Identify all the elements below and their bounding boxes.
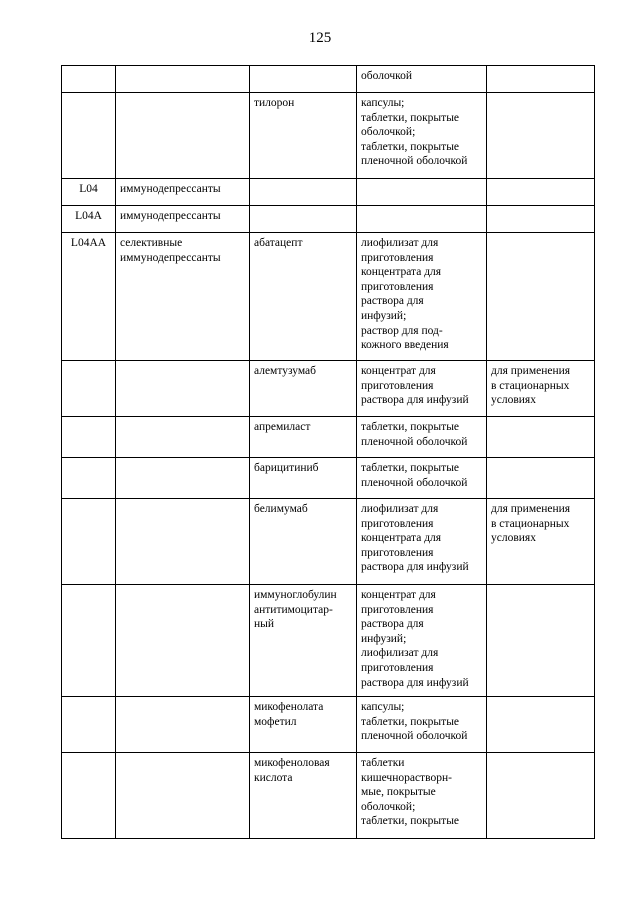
atc-code-cell xyxy=(62,361,116,417)
atc-code-cell xyxy=(62,417,116,458)
drug-name-cell: иммуноглобулин антитимоцитар- ный xyxy=(250,585,357,697)
atc-code-cell xyxy=(62,499,116,585)
group-cell: селективные иммунодепрессанты xyxy=(116,233,250,361)
table-row xyxy=(62,206,595,233)
dosage-form-cell: лиофилизат для приготовления концентрата для приготовления раствора для инфузий xyxy=(357,499,487,585)
atc-code-cell xyxy=(62,697,116,753)
drug-name-cell xyxy=(250,206,357,233)
atc-code-cell: L04AA xyxy=(62,233,116,361)
note-cell xyxy=(487,93,595,179)
drug-name-cell: апремиласт xyxy=(250,417,357,458)
dosage-form-cell xyxy=(357,179,487,206)
group-cell xyxy=(116,361,250,417)
table-row xyxy=(62,179,595,206)
dosage-form-cell: оболочкой xyxy=(357,66,487,93)
drug-name-cell xyxy=(250,179,357,206)
table-row xyxy=(62,66,595,93)
note-cell: для применения в стационарных условиях xyxy=(487,361,595,417)
table-row xyxy=(62,417,595,458)
drug-name-cell xyxy=(250,66,357,93)
atc-code-cell xyxy=(62,585,116,697)
atc-code-cell xyxy=(62,93,116,179)
note-cell xyxy=(487,697,595,753)
note-cell xyxy=(487,206,595,233)
dosage-form-cell: концентрат для приготовления раствора для инфузий; лиофилизат для приготовления раствора для инфузий xyxy=(357,585,487,697)
group-cell: иммунодепрессанты xyxy=(116,179,250,206)
note-cell xyxy=(487,753,595,839)
note-cell xyxy=(487,179,595,206)
group-cell xyxy=(116,93,250,179)
note-cell xyxy=(487,585,595,697)
drug-name-cell: абатацепт xyxy=(250,233,357,361)
note-cell: для применения в стационарных условиях xyxy=(487,499,595,585)
note-cell xyxy=(487,458,595,499)
dosage-form-cell: таблетки кишечнорастворн- мые, покрытые оболочкой; таблетки, покрытые xyxy=(357,753,487,839)
note-cell xyxy=(487,66,595,93)
atc-code-cell xyxy=(62,458,116,499)
dosage-form-cell: таблетки, покрытые пленочной оболочкой xyxy=(357,417,487,458)
dosage-form-cell: таблетки, покрытые пленочной оболочкой xyxy=(357,458,487,499)
group-cell xyxy=(116,697,250,753)
group-cell xyxy=(116,417,250,458)
atc-code-cell: L04 xyxy=(62,179,116,206)
atc-code-cell xyxy=(62,66,116,93)
group-cell xyxy=(116,585,250,697)
atc-code-cell: L04A xyxy=(62,206,116,233)
dosage-form-cell xyxy=(357,206,487,233)
group-cell xyxy=(116,66,250,93)
table-row xyxy=(62,458,595,499)
drug-name-cell: алемтузумаб xyxy=(250,361,357,417)
group-cell: иммунодепрессанты xyxy=(116,206,250,233)
group-cell xyxy=(116,499,250,585)
dosage-form-cell: лиофилизат для приготовления концентрата для приготовления раствора для инфузий; раствор для под- кожного введения xyxy=(357,233,487,361)
atc-code-cell xyxy=(62,753,116,839)
note-cell xyxy=(487,417,595,458)
drug-name-cell: тилорон xyxy=(250,93,357,179)
dosage-form-cell: капсулы; таблетки, покрытые пленочной оболочкой xyxy=(357,697,487,753)
table-row xyxy=(62,233,595,361)
dosage-form-cell: капсулы; таблетки, покрытые оболочкой; таблетки, покрытые пленочной оболочкой xyxy=(357,93,487,179)
drug-name-cell: микофеноловая кислота xyxy=(250,753,357,839)
drug-name-cell: белимумаб xyxy=(250,499,357,585)
table-row xyxy=(62,499,595,585)
group-cell xyxy=(116,458,250,499)
table-row xyxy=(62,585,595,697)
drug-table xyxy=(61,65,595,839)
table-row xyxy=(62,753,595,839)
page-number: 125 xyxy=(308,30,332,46)
group-cell xyxy=(116,753,250,839)
dosage-form-cell: концентрат для приготовления раствора для инфузий xyxy=(357,361,487,417)
table-row xyxy=(62,697,595,753)
table-row xyxy=(62,361,595,417)
drug-name-cell: микофенолата мофетил xyxy=(250,697,357,753)
drug-name-cell: барицитиниб xyxy=(250,458,357,499)
note-cell xyxy=(487,233,595,361)
table-row xyxy=(62,93,595,179)
